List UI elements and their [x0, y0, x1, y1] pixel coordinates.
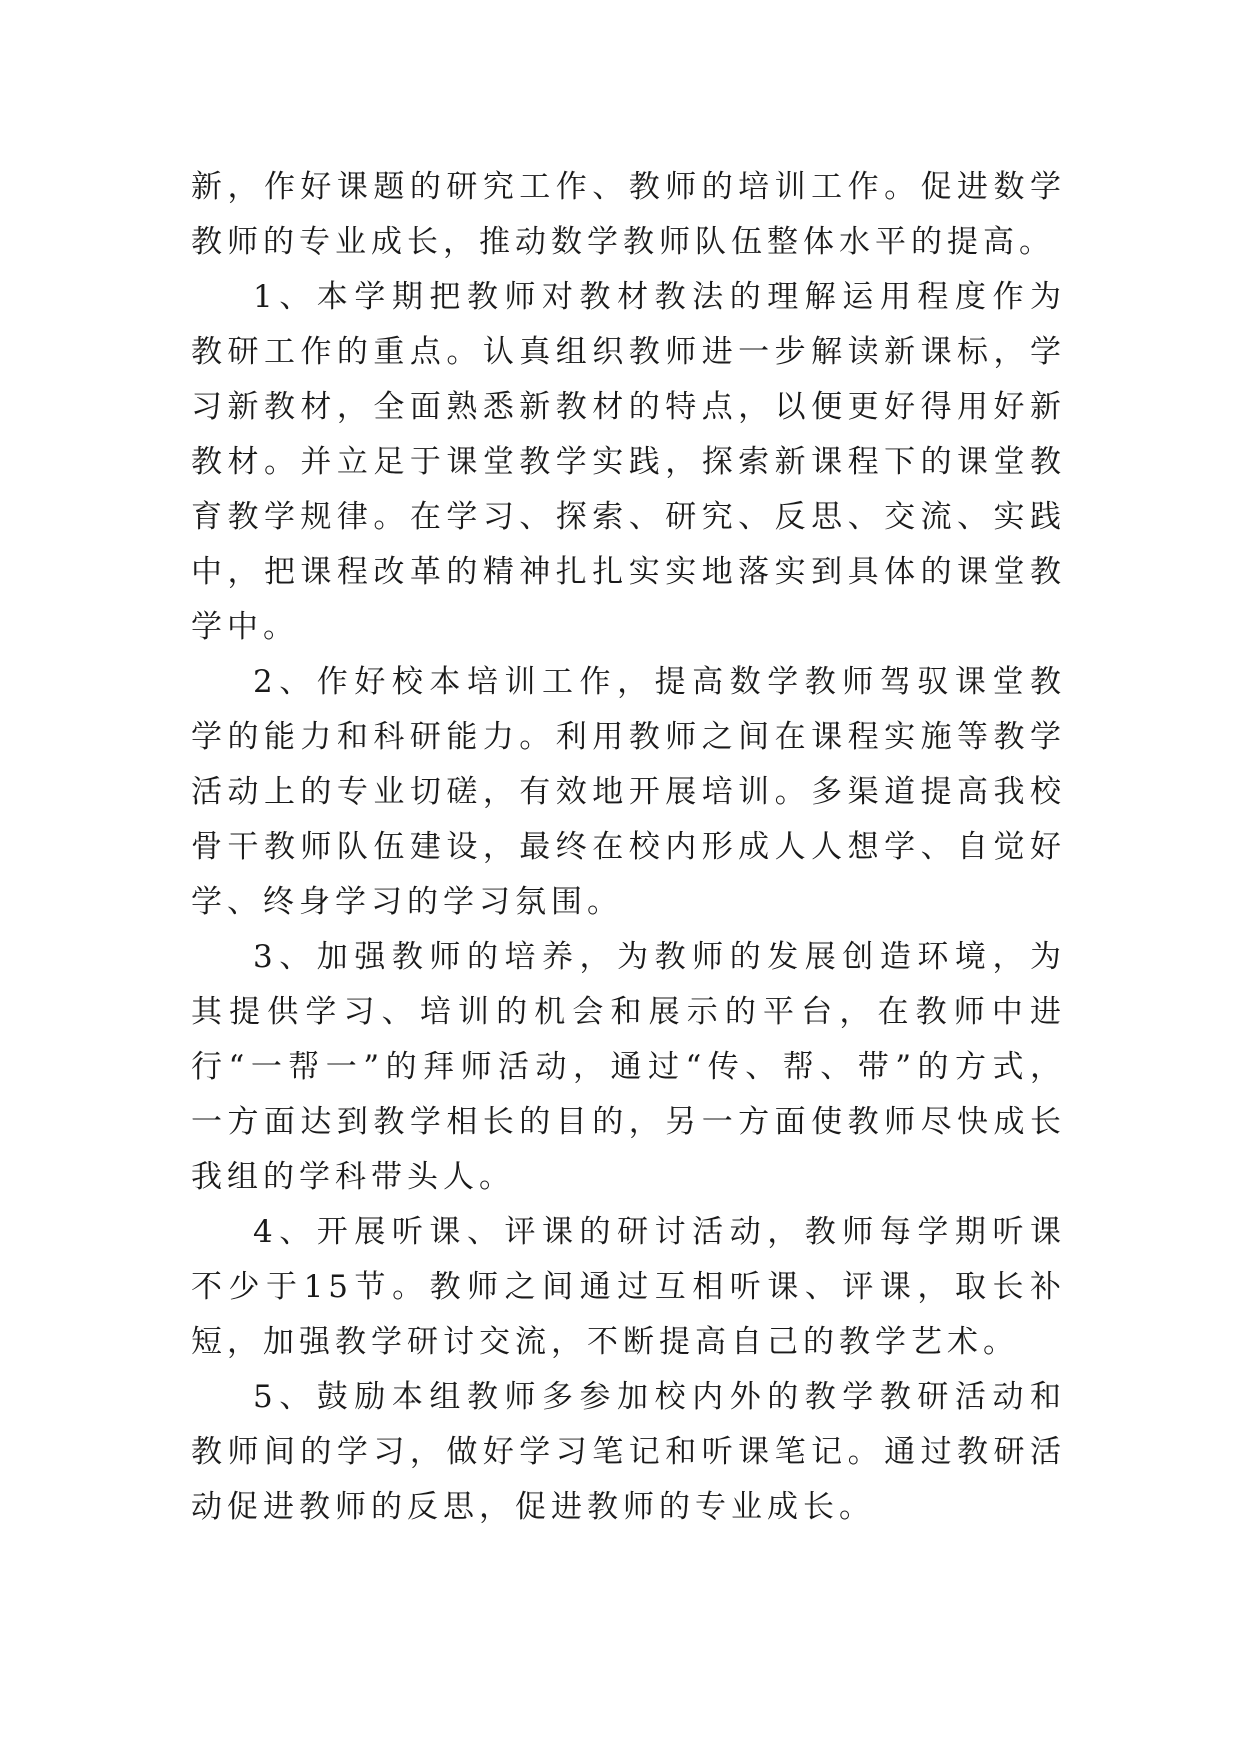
paragraph-item-4: 4、开展听课、评课的研讨活动，教师每学期听课不少于15节。教师之间通过互相听课、评课，取长补短，加强教学研讨交流，不断提高自己的教学艺术。	[191, 1214, 1066, 1360]
paragraph-item-2: 2、作好校本培训工作，提高数学教师驾驭课堂教学的能力和科研能力。利用教师之间在课程实施等教学活动上的专业切磋，有效地开展培训。多渠道提高我校骨干教师队伍建设，最终在校内形成人人想学、自觉好学、终身学习的学习氛围。	[191, 664, 1066, 920]
document-body	[191, 160, 1066, 1535]
paragraph-item-3: 3、加强教师的培养，为教师的发展创造环境，为其提供学习、培训的机会和展示的平台，在教师中进行“一帮一”的拜师活动，通过“传、帮、带”的方式，一方面达到教学相长的目的，另一方面使教师尽快成长我组的学科带头人。	[191, 939, 1066, 1195]
paragraph-item-1: 1、本学期把教师对教材教法的理解运用程度作为教研工作的重点。认真组织教师进一步解读新课标，学习新教材，全面熟悉新教材的特点，以便更好得用好新教材。并立足于课堂教学实践，探索新课程下的课堂教育教学规律。在学习、探索、研究、反思、交流、实践中，把课程改革的精神扎扎实实地落实到具体的课堂教学中。	[191, 279, 1066, 645]
paragraph-item-5: 5、鼓励本组教师多参加校内外的教学教研活动和教师间的学习，做好学习笔记和听课笔记。通过教研活动促进教师的反思，促进教师的专业成长。	[191, 1379, 1066, 1525]
paragraph-continuation: 新，作好课题的研究工作、教师的培训工作。促进数学教师的专业成长，推动数学教师队伍整体水平的提高。	[191, 169, 1066, 260]
